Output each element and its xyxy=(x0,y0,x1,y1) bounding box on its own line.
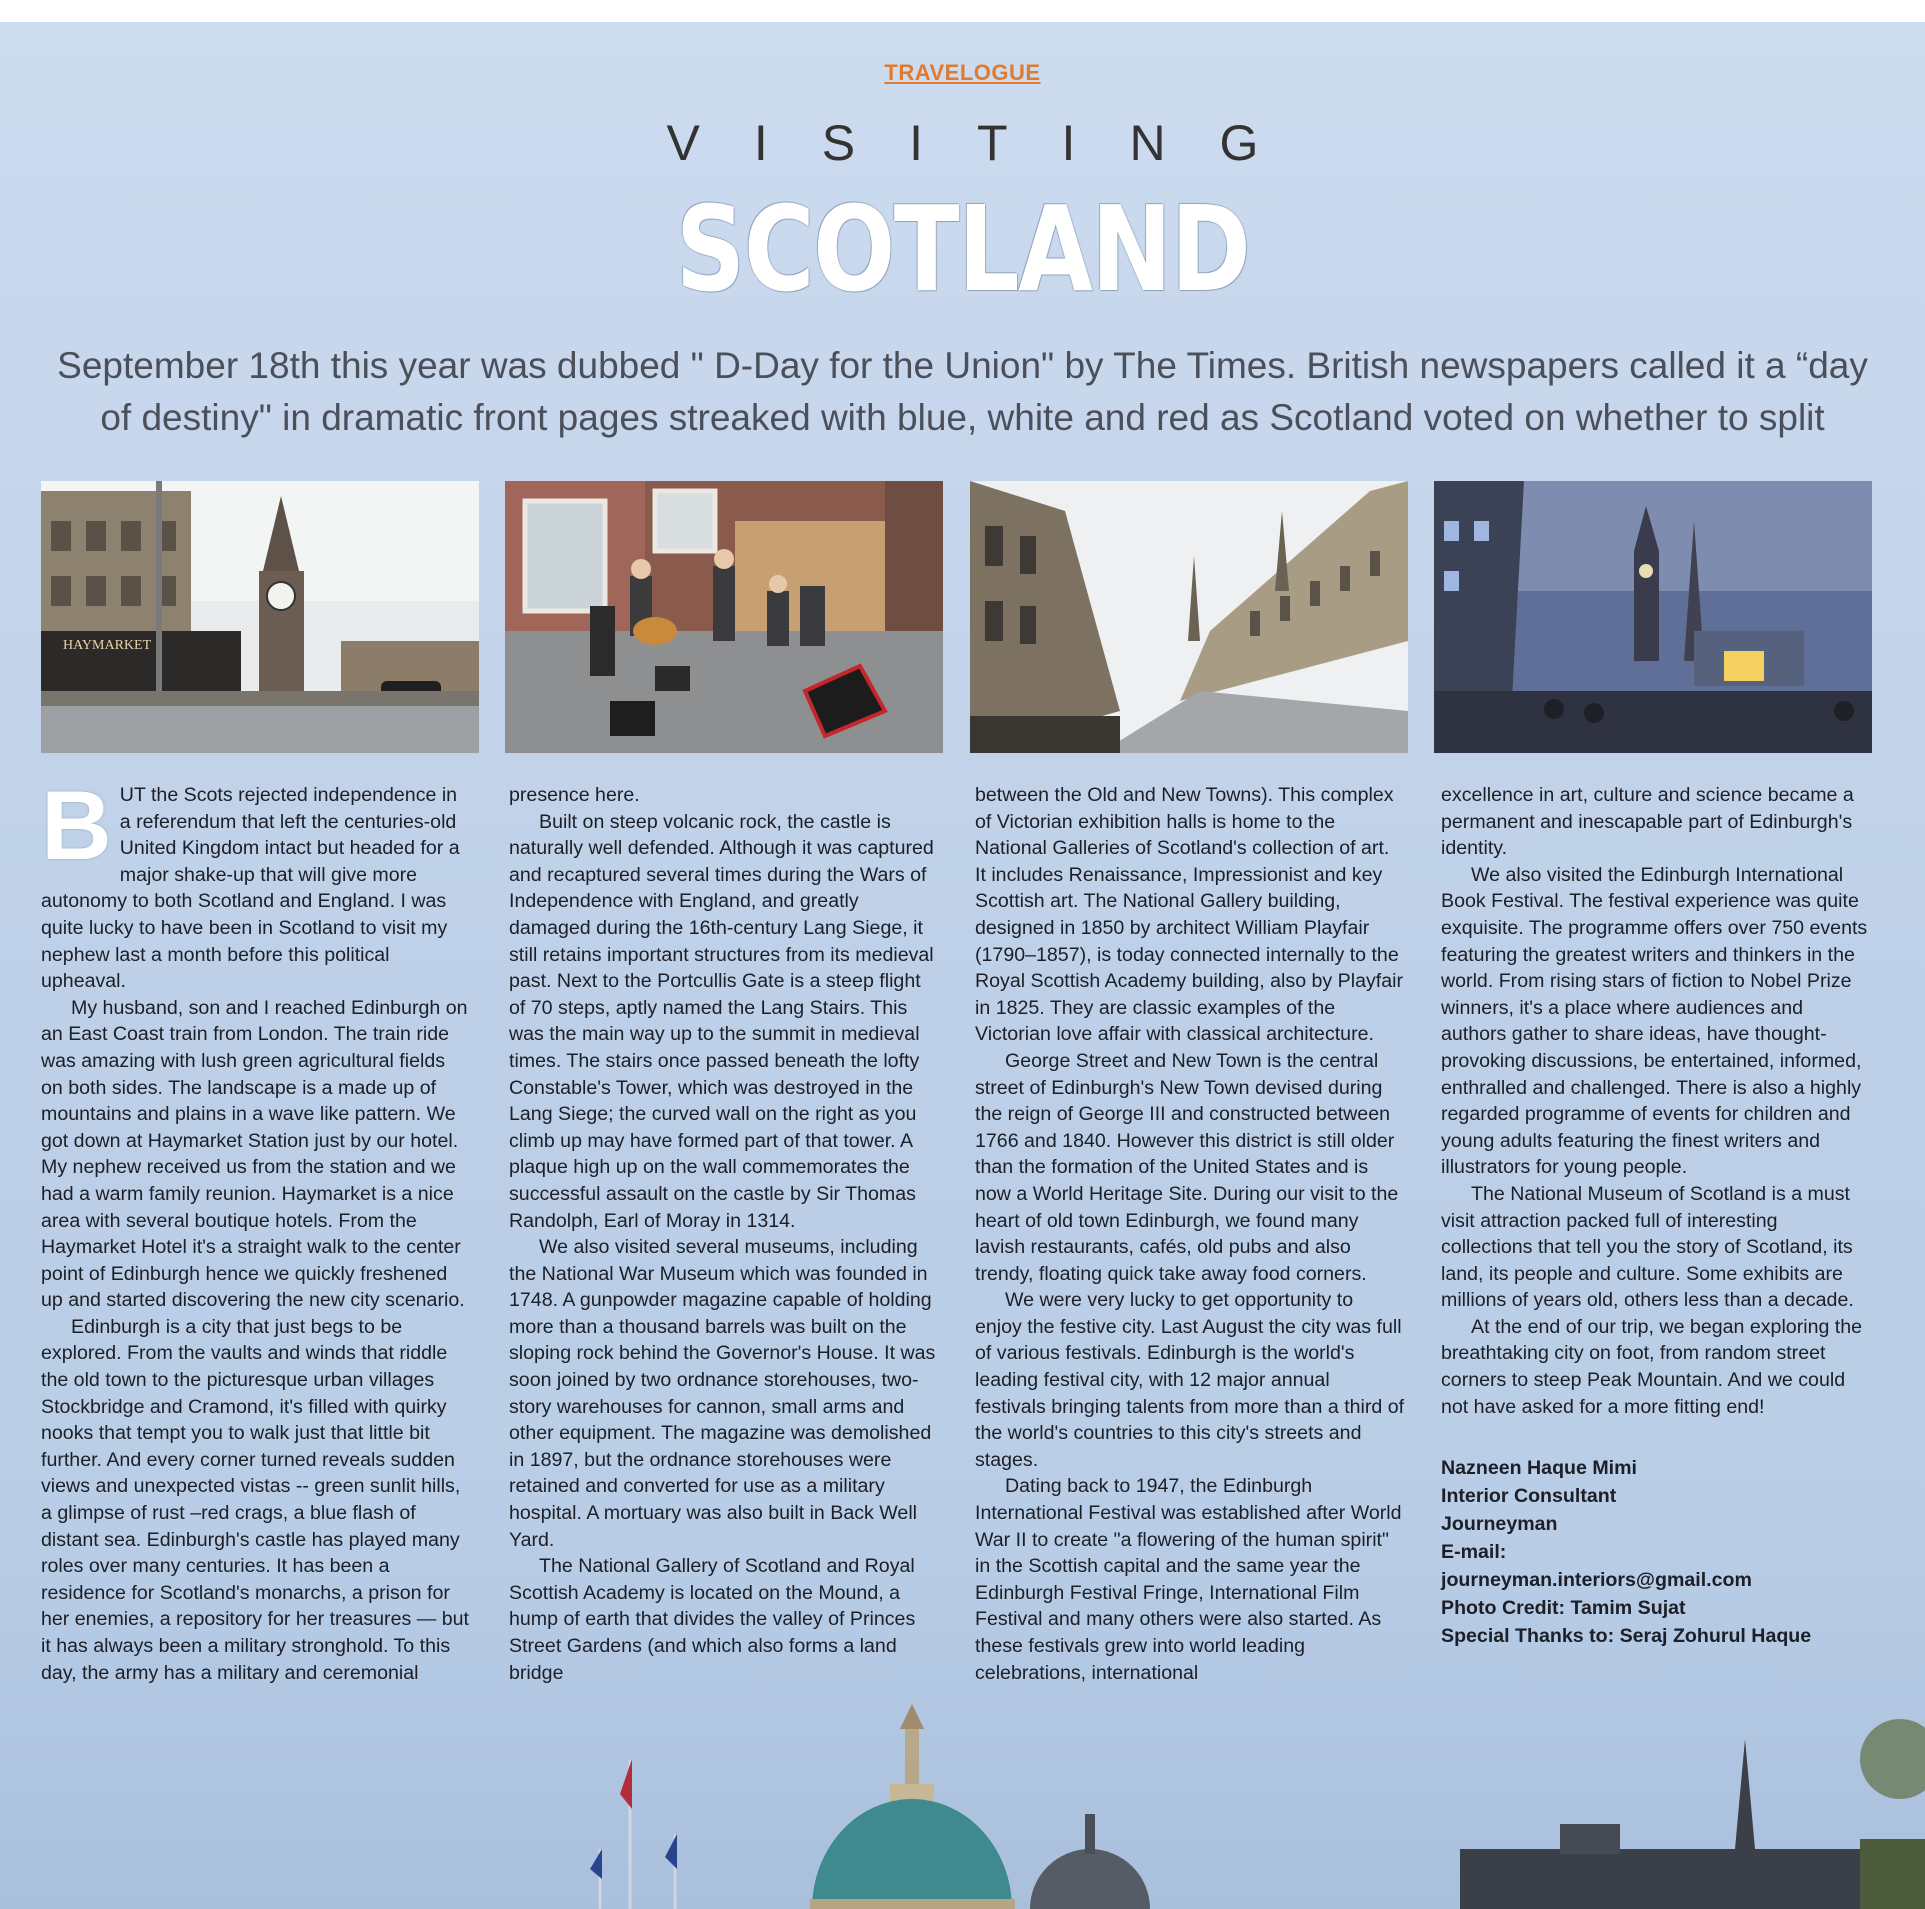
article-paragraph: between the Old and New Towns). This complex of Victorian exhibition halls is home to the National Galleries of Scotland's collection of art. It includes Renaissance, Impressionist and key Scottish art. The National Gallery building, designed in 1850 by architect William Playfair (1790–1857), is today connected internally to the Royal Scottish Academy building, also by Playfair in 1825. They are classic examples of the Victorian love affair with classical architecture. xyxy=(975,784,1404,1046)
article-paragraph: Built on steep volcanic rock, the castle is naturally well defended. Although it was captured and recaptured several times during the Wars of Independence with England, and greatly damaged during the 16th-century Lang Siege, it still retains important structures from its medieval past. Next to the Portcullis Gate is a steep flight of 70 steps, aptly named the Lang Stairs. This was the main way up to the summit in medieval times. The stairs once passed beneath the lofty Constable's Tower, which was destroyed in the Lang Siege; the curved wall on the right as you climb up may have formed part of that tower. A plaque high up on the wall commemorates the successful assault on the castle by Sir Thomas Randolph, Earl of Moray in 1314. xyxy=(509,810,934,1232)
email-label: E-mail: xyxy=(1441,1541,1507,1564)
magazine-page xyxy=(0,22,1925,1909)
haymarket-sign: HAYMARKET xyxy=(63,638,152,653)
photo-new-town-street xyxy=(970,481,1408,753)
photo-princes-street-dusk xyxy=(1434,481,1872,753)
article-paragraph: Edinburgh is a city that just begs to be explored. From the vaults and winds that riddle the old town to the picturesque urban villages Stockbridge and Cramond, it's filled with quirky nooks that tempt you to walk just that little bit further. And every corner turned reveals sudden views and unexpected vistas -- green sunlit hills, a glimpse of rust –red crags, a blue flash of distant sea. Edinburgh's castle has played many roles over many centuries. It has been a residence for Scotland's monarchs, a prison for her enemies, a repository for her treasures — but it has always been a military stronghold. To this day, the army has a military and ceremonial xyxy=(41,1315,469,1684)
article-paragraph: The National Museum of Scotland is a must visit attraction packed full of interesting collections that tell you the story of Scotland, its land, its people and culture. Some exhibits are millions of years old, others less than a decade. xyxy=(1441,1182,1854,1312)
special-thanks: Special Thanks to: Seraj Zohurul Haque xyxy=(1441,1625,1812,1648)
headline: SCOTLAND xyxy=(675,180,1250,318)
article-paragraph: excellence in art, culture and science became a permanent and inescapable part of Edinburgh's identity. xyxy=(1441,784,1854,860)
paragraph-text: UT the Scots rejected independence in a referendum that left the centuries-old United Kingdom intact but headed for a major shake-up that will give more autonomy to both Scotland and England. I was quite lucky to have been in Scotland to visit my nephew last a month before this political upheaval. xyxy=(41,784,460,993)
author-role: Interior Consultant xyxy=(1441,1485,1617,1508)
article-column-2 xyxy=(509,782,939,1686)
photo-street-musicians xyxy=(505,481,943,753)
author-name: Nazneen Haque Mimi xyxy=(1441,1457,1637,1480)
section-label: TRAVELOGUE xyxy=(884,60,1041,85)
article-paragraph: George Street and New Town is the central street of Edinburgh's New Town devised during the reign of George III and constructed between 1766 and 1840. However this district is still older than the formation of the United States and is now a World Heritage Site. During our visit to the heart of old town Edinburgh, we found many lavish restaurants, cafés, old pubs and also trendy, floating quick take away food corners. xyxy=(975,1049,1399,1285)
headline-kicker: VISITING xyxy=(666,115,1313,171)
drop-cap: B xyxy=(41,770,112,880)
edinburgh-skyline-illustration xyxy=(0,1609,1925,1909)
article-column-3 xyxy=(975,782,1405,1686)
article-paragraph: Dating back to 1947, the Edinburgh International Festival was established after World War II to create "a flowering of the human spirit" in the Scottish capital and the same year the Edinburgh Festival Fringe, International Film Festival and many others were also started. As these festivals grew into world leading celebrations, international xyxy=(975,1475,1402,1684)
article-paragraph: The National Gallery of Scotland and Royal Scottish Academy is located on the Mound, a hump of earth that divides the valley of Princes Street Gardens (and which also forms a land bridge xyxy=(509,1555,916,1684)
author-email: journeyman.interiors@gmail.com xyxy=(1441,1569,1752,1592)
article-paragraph: We were very lucky to get opportunity to enjoy the festive city. Last August the city was full of various festivals. Edinburgh is the world's leading festival city, with 12 major annual festivals bringing talents from more than a third of the world's countries to this city's streets and stages. xyxy=(975,1289,1405,1471)
photo-haymarket-clock-tower xyxy=(41,481,479,753)
standfirst: September 18th this year was dubbed " D-Day for the Union" by The Times. British newspapers called it a “day of destiny" in dramatic front pages streaked with blue, white and red as Scotland voted on whether to split xyxy=(57,345,1868,438)
article-paragraph: We also visited the Edinburgh International Book Festival. The festival experience was quite exquisite. The programme offers over 750 events featuring the greatest writers and thinkers in the world. From rising stars of fiction to Nobel Prize winners, it's a place where audiences and authors gather to share ideas, have thought-provoking discussions, be entertained, informed, enthralled and challenged. There is also a highly regarded programme of events for children and young adults featuring the finest writers and illustrators for young people. xyxy=(1441,863,1868,1179)
author-company: Journeyman xyxy=(1441,1513,1558,1536)
photo-credit: Photo Credit: Tamim Sujat xyxy=(1441,1597,1686,1620)
article-paragraph: We also visited several museums, including the National War Museum which was founded in 1748. A gunpowder magazine capable of holding more than a thousand barrels was built on the sloping rock behind the Governor's House. It was soon joined by two ordnance storehouses, two-story warehouses for cannon, small arms and other equipment. The magazine was demolished in 1897, but the ordnance storehouses were retained and converted for use as a military hospital. A mortuary was also built in Back Well Yard. xyxy=(509,1236,936,1551)
article-column-4 xyxy=(1441,782,1871,1650)
article-paragraph: My husband, son and I reached Edinburgh on an East Coast train from London. The train ride was amazing with lush green agricultural fields on both sides. The landscape is a made up of mountains and plains in a wave like pattern. We got down at Haymarket Station just by our hotel. My nephew received us from the station and we had a warm family reunion. Haymarket is a nice area with several boutique hotels. From the Haymarket Hotel it's a straight walk to the center point of Edinburgh hence we quickly freshened up and started discovering the new city scenario. xyxy=(41,996,468,1312)
article-paragraph xyxy=(41,770,471,995)
article-column-1 xyxy=(41,770,471,1686)
article-paragraph: At the end of our trip, we began exploring the breathtaking city on foot, from random street corners to steep Peak Mountain. And we could not have asked for a more fitting end! xyxy=(1441,1315,1863,1418)
article-paragraph: presence here. xyxy=(509,784,640,806)
